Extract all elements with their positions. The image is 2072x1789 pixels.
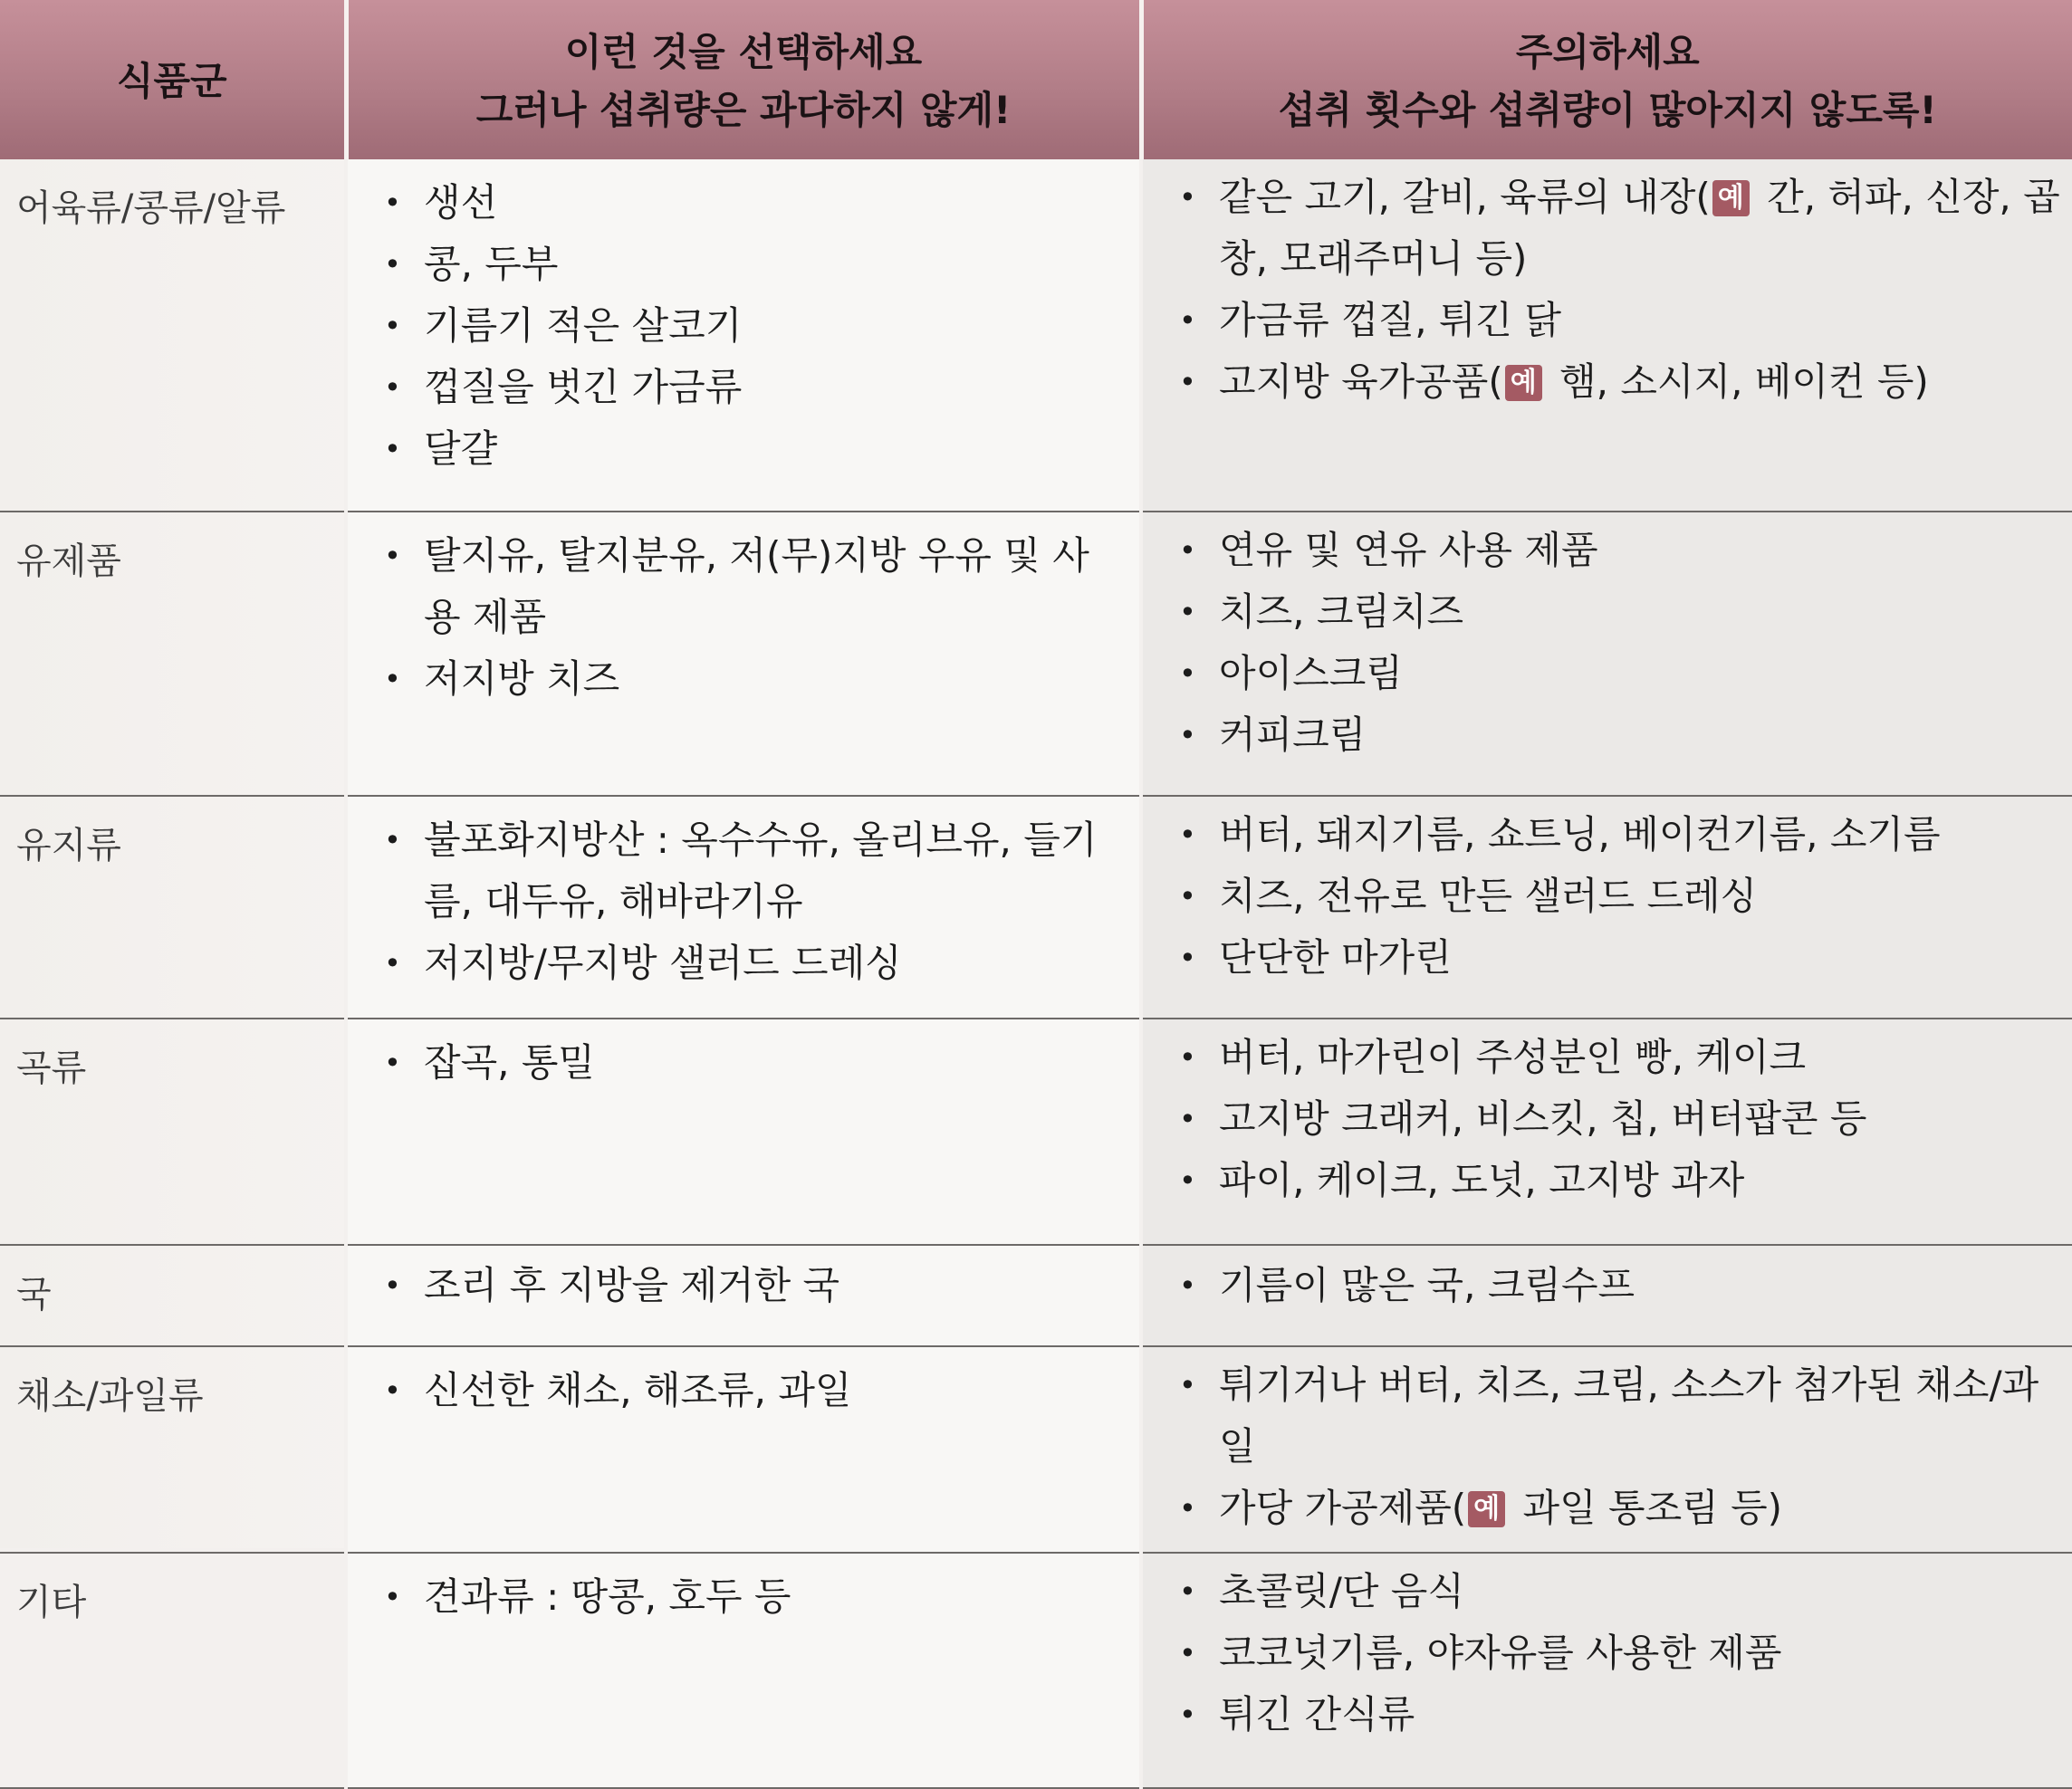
- table-row: [0, 512, 2072, 796]
- recommended-item: • 기름기 적은 살코기: [384, 295, 1121, 357]
- caution-cell: [1141, 1346, 2072, 1553]
- caution-item: [1179, 927, 2061, 989]
- recommended-item: • 껍질을 벗긴 가금류: [384, 357, 1121, 418]
- table-row: [0, 1019, 2072, 1245]
- recommended-list: [384, 1032, 1121, 1094]
- caution-item: [1179, 1088, 2061, 1150]
- table-row: [0, 1553, 2072, 1788]
- food-group-label: 채소/과일류: [16, 1375, 204, 1417]
- caution-item: [1179, 1255, 2061, 1316]
- recommended-item: • 저지방 치즈: [384, 648, 1121, 710]
- table-row: [0, 159, 2072, 512]
- caution-item-text: 고지방 크래커, 비스킷, 칩, 버터팝콘 등: [1219, 1096, 1867, 1141]
- table-body: [0, 159, 2072, 1788]
- caution-list: [1179, 1354, 2061, 1539]
- recommended-list: [384, 1360, 1121, 1421]
- caution-item-text: 코코넛기름, 야자유를 사용한 제품: [1219, 1631, 1782, 1675]
- food-group-cell: [0, 512, 346, 796]
- recommended-item: • 저지방/무지방 샐러드 드레싱: [384, 933, 1121, 994]
- food-group-label: 유제품: [16, 541, 121, 582]
- header-caution: [1141, 0, 2072, 159]
- food-group-label: 유지류: [16, 825, 121, 866]
- recommended-cell: [346, 1019, 1141, 1245]
- header-choose-subtitle: 그러나 섭취량은 과다하지 않게!: [475, 88, 1012, 132]
- food-group-cell: [0, 796, 346, 1019]
- example-badge: 예: [1468, 1491, 1505, 1527]
- caution-item-text: 과일 통조림 등): [1511, 1486, 1783, 1530]
- header-food-group-label: 식품군: [116, 59, 227, 103]
- caution-item-text: 초콜릿/단 음식: [1219, 1569, 1464, 1613]
- food-group-cell: [0, 159, 346, 512]
- caution-cell: [1141, 159, 2072, 512]
- food-group-label: 어육류/콩류/알류: [16, 187, 286, 229]
- caution-item: [1179, 804, 2061, 866]
- caution-item-text: 튀긴 간식류: [1219, 1692, 1415, 1736]
- example-badge: 예: [1712, 180, 1750, 216]
- recommended-cell: [346, 159, 1141, 512]
- caution-item: [1179, 167, 2061, 290]
- food-group-label: 곡류: [16, 1048, 87, 1089]
- recommended-list: [384, 1255, 1121, 1316]
- header-food-group: [0, 0, 346, 159]
- caution-item-text: 가당 가공제품(: [1219, 1486, 1467, 1530]
- food-group-label: 기타: [16, 1582, 87, 1623]
- recommended-cell: [346, 796, 1141, 1019]
- caution-item: [1179, 290, 2061, 351]
- caution-cell: [1141, 512, 2072, 796]
- food-group-cell: [0, 1553, 346, 1788]
- caution-item-text: 버터, 돼지기름, 쇼트닝, 베이컨기름, 소기름: [1219, 812, 1941, 856]
- table-header: [0, 0, 2072, 159]
- caution-item-text: 버터, 마가린이 주성분인 빵, 케이크: [1219, 1035, 1807, 1079]
- recommended-list: [384, 809, 1121, 994]
- header-caution-title: 주의하세요: [1515, 30, 1700, 74]
- caution-item-text: 치즈, 전유로 만든 샐러드 드레싱: [1219, 874, 1758, 918]
- recommended-item: • 생선: [384, 172, 1121, 234]
- caution-item: [1179, 1354, 2061, 1478]
- caution-item: [1179, 1478, 2061, 1539]
- caution-item-text: 커피크림: [1219, 713, 1367, 757]
- example-badge: 예: [1505, 365, 1542, 401]
- caution-item-text: 파이, 케이크, 도넛, 고지방 과자: [1219, 1158, 1745, 1202]
- caution-item: [1179, 1150, 2061, 1211]
- caution-cell: [1141, 1553, 2072, 1788]
- recommended-item: • 달걀: [384, 418, 1121, 480]
- food-group-cell: [0, 1019, 346, 1245]
- food-group-cell: [0, 1245, 346, 1346]
- caution-item: [1179, 581, 2061, 643]
- header-choose-title: 이런 것을 선택하세요: [564, 30, 923, 74]
- recommended-item: • 콩, 두부: [384, 234, 1121, 295]
- caution-list: [1179, 167, 2061, 413]
- header-caution-subtitle: 섭취 횟수와 섭취량이 많아지지 않도록!: [1278, 88, 1937, 132]
- recommended-cell: [346, 1553, 1141, 1788]
- caution-item-text: 햄, 소시지, 베이컨 등): [1547, 359, 1929, 404]
- caution-item: [1179, 1684, 2061, 1746]
- caution-item: [1179, 1027, 2061, 1088]
- caution-list: [1179, 1255, 2061, 1316]
- recommended-cell: [346, 1245, 1141, 1346]
- caution-item: [1179, 866, 2061, 927]
- caution-cell: [1141, 1245, 2072, 1346]
- caution-item: [1179, 704, 2061, 766]
- caution-item-text: 기름이 많은 국, 크림수프: [1219, 1263, 1636, 1307]
- caution-list: [1179, 520, 2061, 766]
- recommended-list: [384, 525, 1121, 710]
- caution-item: [1179, 351, 2061, 413]
- recommended-item: • 조리 후 지방을 제거한 국: [384, 1255, 1121, 1316]
- recommended-item: • 견과류 : 땅콩, 호두 등: [384, 1566, 1121, 1628]
- table-row: [0, 796, 2072, 1019]
- header-choose: [346, 0, 1141, 159]
- caution-item: [1179, 520, 2061, 581]
- caution-item: [1179, 1561, 2061, 1622]
- caution-cell: [1141, 1019, 2072, 1245]
- recommended-list: [384, 172, 1121, 480]
- caution-item-text: 치즈, 크림치즈: [1219, 589, 1464, 634]
- recommended-item: • 신선한 채소, 해조류, 과일: [384, 1360, 1121, 1421]
- caution-item-text: 단단한 마가린: [1219, 935, 1452, 980]
- caution-item-text: 튀기거나 버터, 치즈, 크림, 소스가 첨가된 채소/과일: [1219, 1363, 2039, 1469]
- caution-cell: [1141, 796, 2072, 1019]
- recommended-item: • 불포화지방산 : 옥수수유, 올리브유, 들기름, 대두유, 해바라기유: [384, 809, 1121, 933]
- recommended-item: • 탈지유, 탈지분유, 저(무)지방 우유 및 사용 제품: [384, 525, 1121, 648]
- caution-item-text: 아이스크림: [1219, 651, 1403, 695]
- caution-list: [1179, 1027, 2061, 1211]
- table-row: [0, 1346, 2072, 1553]
- caution-item-text: 같은 고기, 갈비, 육류의 내장(: [1219, 175, 1711, 219]
- recommended-cell: [346, 1346, 1141, 1553]
- caution-item-text: 연유 및 연유 사용 제품: [1219, 528, 1598, 572]
- caution-list: [1179, 804, 2061, 989]
- caution-item-text: 고지방 육가공품(: [1219, 359, 1503, 404]
- caution-item-text: 가금류 껍질, 튀긴 닭: [1219, 298, 1561, 342]
- recommended-cell: [346, 512, 1141, 796]
- caution-list: [1179, 1561, 2061, 1746]
- caution-item: [1179, 643, 2061, 704]
- recommended-item: • 잡곡, 통밀: [384, 1032, 1121, 1094]
- table-row: [0, 1245, 2072, 1346]
- caution-item: [1179, 1622, 2061, 1684]
- recommended-list: [384, 1566, 1121, 1628]
- food-group-cell: [0, 1346, 346, 1553]
- food-group-label: 국: [16, 1274, 52, 1315]
- caution-item-text: 간, 허파, 신장, 곱창, 모래주머니 등): [1219, 175, 2060, 281]
